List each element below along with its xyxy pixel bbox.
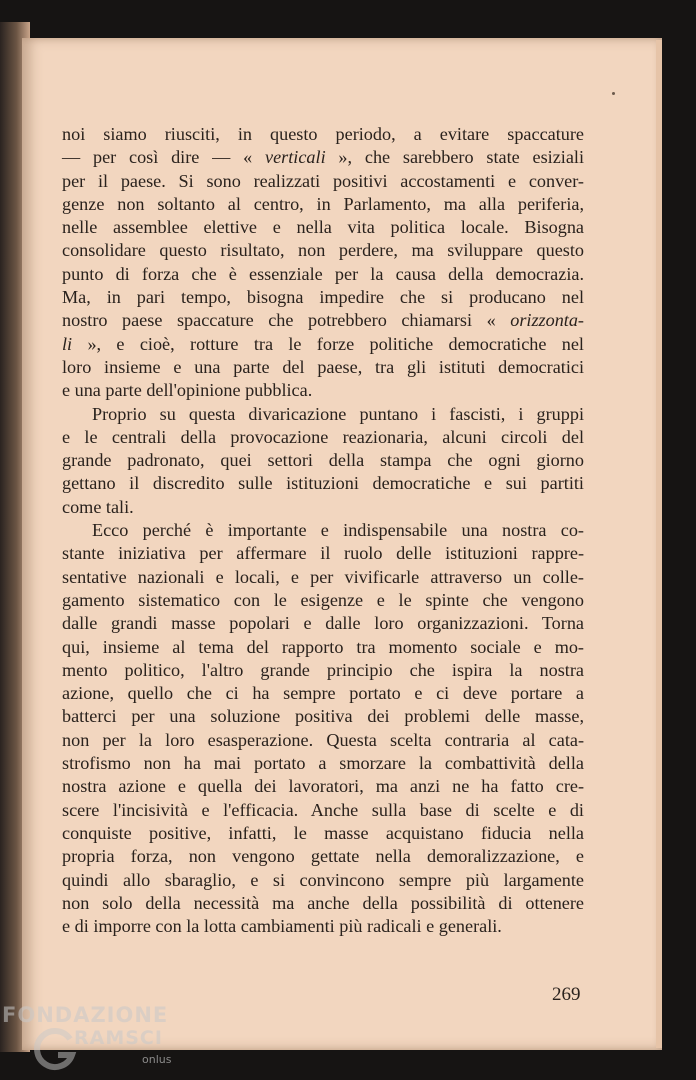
page-right-edge (656, 40, 662, 1048)
paper-speck (612, 92, 615, 95)
page-number: 269 (552, 984, 581, 1005)
text-line: come tali. (62, 496, 134, 517)
text-line: non per la loro esasperazione. Questa scelta contraria al cata- (62, 729, 584, 750)
text-line: punto di forza che è essenziale per la causa della democrazia. (62, 263, 584, 284)
text-line: loro insieme e una parte del paese, tra gli istituti democratici (62, 356, 584, 377)
text-line: nostro paese spaccature che potrebbero chiamarsi « orizzonta- (62, 310, 584, 331)
text-line: non solo della necessità ma anche della possibilità di ottenere (62, 892, 584, 913)
paragraph-2 (62, 403, 584, 519)
text-line: Proprio su questa divaricazione puntano i fascisti, i gruppi (92, 403, 584, 424)
text-line: grande padronato, quei settori della stampa che ogni giorno (62, 450, 584, 471)
gramsci-logo-icon (30, 1025, 78, 1073)
text-line: strofismo non ha mai portato a smorzare la combattività della (62, 753, 584, 774)
watermark-line2: RAMSCI (74, 1027, 163, 1049)
text-line: Ecco perché è importante e indispensabile una nostra co- (92, 520, 584, 541)
text-line: nelle assemblee elettive e nella vita politica locale. Bisogna (62, 217, 584, 238)
paragraph-3 (62, 519, 584, 938)
page-body-text (62, 123, 584, 938)
text-line: stante iniziativa per affermare il ruolo delle istituzioni rappre- (62, 543, 584, 564)
fondazione-gramsci-watermark (2, 1003, 192, 1075)
text-line: e le centrali della provocazione reazionaria, alcuni circoli del (62, 426, 584, 447)
text-line: Ma, in pari tempo, bisogna impedire che si producano nel (62, 287, 584, 308)
text-line: genze non soltanto al centro, in Parlamento, ma alla periferia, (62, 193, 584, 214)
text-line: qui, insieme al tema del rapporto tra momento sociale e mo- (62, 636, 584, 657)
text-line: gettano il discredito sulle istituzioni democratiche e sui partiti (62, 473, 584, 494)
text-line: conquiste positive, infatti, le masse acquistano fiducia nella (62, 822, 584, 843)
text-line: quindi allo sbaraglio, e si convincono sempre più largamente (62, 869, 584, 890)
text-line: dalle grandi masse popolari e dalle loro organizzazioni. Torna (62, 613, 584, 634)
watermark-line1: FONDAZIONE (2, 1003, 169, 1027)
paragraph-1 (62, 123, 584, 403)
watermark-line3: onlus (142, 1053, 172, 1066)
text-line: e una parte dell'opinione pubblica. (62, 380, 313, 401)
text-line: consolidare questo risultato, non perdere, ma sviluppare questo (62, 240, 584, 261)
text-line: gamento sistematico con le esigenze e le spinte che vengono (62, 589, 584, 610)
text-line: sentative nazionali e locali, e per vivificarle attraverso un colle- (62, 566, 584, 587)
text-line: scere l'incisività e l'efficacia. Anche sulla base di scelte e di (62, 799, 584, 820)
text-line: per il paese. Si sono realizzati positivi accostamenti e conver- (62, 170, 584, 191)
text-line: batterci per una soluzione positiva dei problemi delle masse, (62, 706, 584, 727)
text-line: e di imporre con la lotta cambiamenti più radicali e generali. (62, 916, 502, 937)
text-line: mento politico, l'altro grande principio che ispira la nostra (62, 659, 584, 680)
text-line: noi siamo riusciti, in questo periodo, a evitare spaccature (62, 124, 584, 144)
text-line: — per così dire — « verticali », che sarebbero state esiziali (62, 147, 585, 168)
text-line: nostra azione e quella dei lavoratori, ma anzi ne ha fatto cre- (62, 776, 584, 797)
text-line: propria forza, non vengono gettate nella demoralizzazione, e (62, 846, 584, 867)
text-line: li », e cioè, rotture tra le forze politiche democratiche nel (62, 333, 584, 354)
text-line: azione, quello che ci ha sempre portato e ci deve portare a (62, 683, 584, 704)
